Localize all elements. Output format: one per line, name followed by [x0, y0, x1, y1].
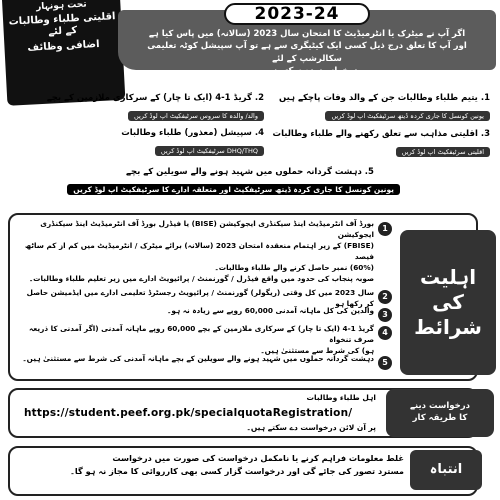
rule-line: والدین کی کل ماہانہ آمدنی 60,000 روپے سے زیادہ نہ ہو۔ [167, 306, 374, 315]
category-title: 5. دہشت گردانہ حملوں میں شہید ہونے والے سویلین کے بچے [126, 167, 374, 177]
corner-line-2: اقلیتی طلباء وطالبات کے لئے [8, 11, 116, 38]
rule-line: (60%) نمبر حاصل کرنے والے طلباء وطالبات۔ [214, 262, 374, 272]
rule-4 [18, 324, 374, 357]
category-1 [272, 92, 490, 122]
rule-line: گریڈ 1-4 (ایک تا چار) کے سرکاری ملازمین کے بچے 60,000 روپے ماہانہ آمدنی (اگر آمدنی کا ذریعہ صرف تنخواہ [28, 324, 374, 344]
corner-line-4: اضافی وظائف [27, 38, 100, 54]
category-title: 1. یتیم طلباء وطالبات جن کے والد وفات پاچکے ہیں [278, 93, 490, 103]
category-requirement-pill: یونین کونسل کا جاری کردہ ڈیتھ سرٹیفکیٹ اور متعلقہ ادارے کا سرٹیفکیٹ اپ لوڈ کریں [67, 184, 400, 195]
category-title: 4. سپیشل (معذور) طلباء وطالبات [121, 128, 264, 138]
category-requirement-pill: یونین کونسل کا جاری کردہ ڈیتھ سرٹیفکیٹ اپ لوڈ کریں [325, 111, 490, 121]
warning-label: انتباہ [410, 450, 482, 490]
eligibility-label-3: شرائط [414, 315, 482, 339]
rule-5 [18, 354, 374, 365]
rule-line: سال 2023 میں کل وقتی (ریگولر) گورنمنٹ / پرائیویٹ رجسٹرڈ تعلیمی ادارے میں ایڈمیشن حاصل کر رکھا ہو [26, 288, 374, 308]
eligibility-label-1: اہلیت [419, 265, 477, 289]
rule-line: دہشت گردانہ حملوں میں شہید ہونے والے سویلین کے بچے ماہانہ آمدنی کی شرط سے مستثنیٰ ہیں۔ [22, 354, 374, 363]
corner-title-box [2, 0, 125, 106]
category-2 [30, 92, 264, 122]
rule-3 [18, 306, 374, 317]
header-line-1: اگر آپ نے میٹرک یا انٹرمیڈیٹ کا امتحان سال 2023 (سالانہ) میں پاس کیا ہے [148, 29, 466, 39]
rule-number: 1 [378, 222, 392, 236]
header-line-3: درخواست دے سکتے ہیں۔ [255, 65, 359, 76]
category-5 [73, 166, 400, 196]
rule-number: 4 [378, 326, 392, 340]
year-badge: 2023-24 [224, 3, 370, 25]
category-3 [272, 128, 490, 158]
eligibility-label-2: کی [432, 290, 464, 314]
category-requirement-pill: اقلیتی سرٹیفکیٹ اپ لوڈ کریں [396, 147, 490, 157]
method-label-line-1: درخواست دینے [410, 401, 470, 412]
category-4 [30, 128, 264, 157]
method-line-2: پر آن لائن درخواست دے سکتے ہیں۔ [246, 423, 376, 432]
header-line-2: اور آپ کا تعلق درج ذیل کسی ایک کیٹیگری سے ہے تو آپ سپیشل کوٹہ تعلیمی سکالرشپ کے لئے [147, 41, 467, 64]
warning-line-2: مسترد تصور کی جائے گی اور درخواست گزار کسی بھی کارروائی کا مجاز نہ ہو گا۔ [70, 466, 404, 477]
rule-line: (FBISE) کے زیر اہتمام منعقدہ امتحان 2023 (سالانہ) برائے میٹرک / انٹرمیڈیٹ میں کم از کم ساٹھ فیصد [24, 240, 374, 261]
application-method-label [386, 389, 494, 437]
rule-number: 5 [378, 356, 392, 370]
warning-line-1: غلط معلومات فراہم کرنے یا نامکمل درخواست کی صورت میں درخواست [112, 453, 404, 463]
category-requirement-pill: والد/ والدہ کا سروس سرٹیفکیٹ اپ لوڈ کریں [128, 111, 264, 121]
corner-line-1: تحت ہونہار [35, 0, 87, 13]
method-line-1: اہل طلباء وطالبات [306, 393, 376, 402]
rule-line: صوبہ پنجاب کی حدود میں واقع فیڈرل / گورنمنٹ / پرائیویٹ ادارے میں زیر تعلیم طلباء وطالبات۔ [28, 273, 374, 283]
rule-line: بورڈ آف انٹرمیڈیٹ اینڈ سیکنڈری ایجوکیشن (BISE) یا فیڈرل بورڈ آف انٹرمیڈیٹ اینڈ سیکنڈری ایجوکیشن [40, 219, 374, 239]
eligibility-side-label [400, 230, 496, 375]
rule-number: 2 [378, 290, 392, 304]
rule-line: ہو) کی شرط سے مستثنیٰ ہیں۔ [260, 345, 374, 355]
category-title: 2. گریڈ 1-4 (ایک تا چار) کے سرکاری ملازمین کے بچے [46, 93, 264, 103]
rule-number: 3 [378, 308, 392, 322]
registration-link[interactable]: https://student.peef.org.pk/specialquotaRegistration/ [24, 407, 353, 419]
category-title: 3. اقلیتی مذاہب سے تعلق رکھنے والے طلباء وطالبات [272, 129, 490, 139]
warning-text [18, 452, 404, 478]
method-label-line-2: کا طریقہ کار [412, 413, 468, 423]
rule-1 [18, 219, 374, 285]
category-requirement-pill: DHQ/THQ سرٹیفکیٹ اپ لوڈ کریں [155, 146, 264, 156]
